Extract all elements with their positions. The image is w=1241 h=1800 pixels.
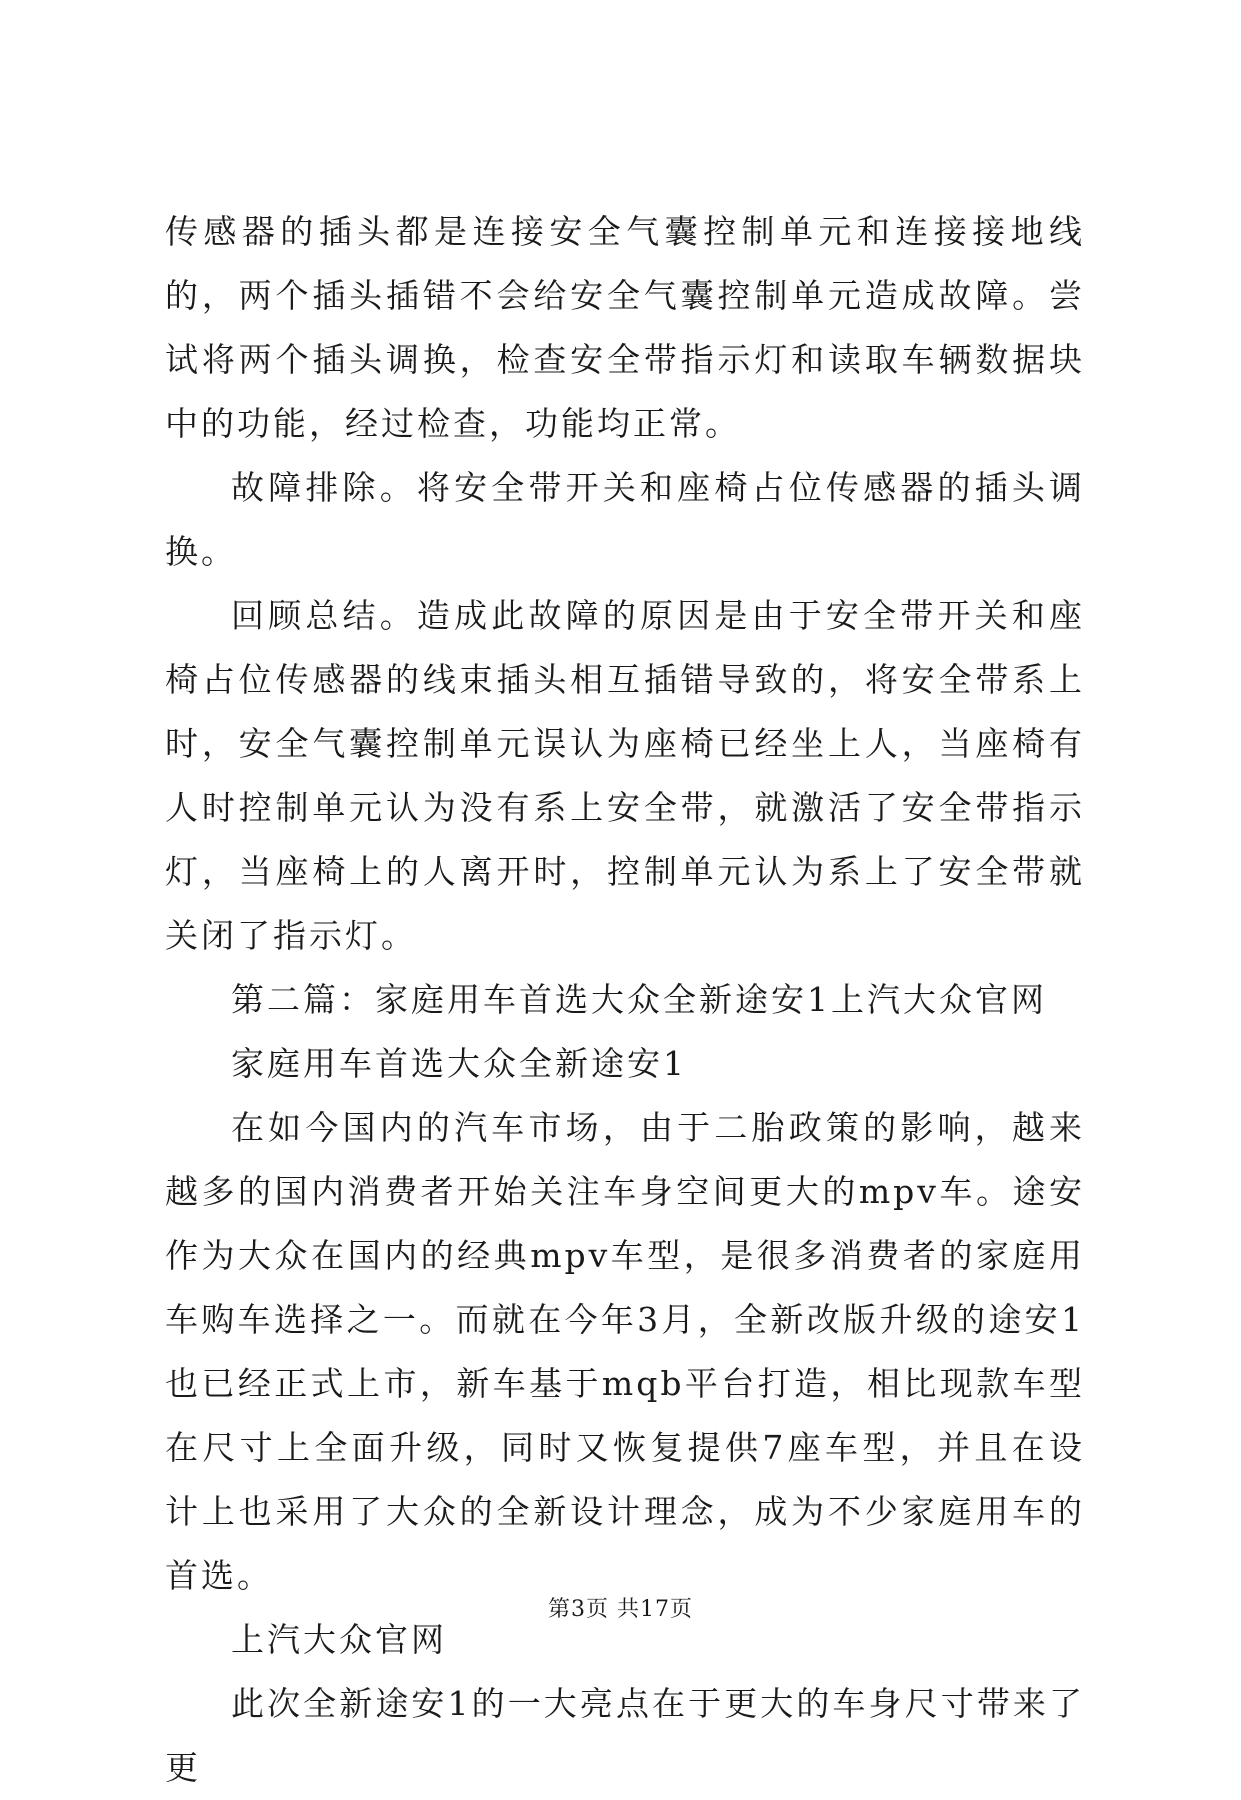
source-label: 上汽大众官网: [231, 1620, 447, 1659]
section-heading: 第二篇：家庭用车首选大众全新途安1上汽大众官网: [231, 980, 1047, 1019]
article-title: 家庭用车首选大众全新途安1: [231, 1044, 687, 1083]
paragraph-continuation: 传感器的插头都是连接安全气囊控制单元和连接接地线的，两个插头插错不会给安全气囊控制单元造成故障。尝试将两个插头调换，检查安全带指示灯和读取车辆数据块中的功能，经过检查，功能均正常。: [165, 212, 1085, 443]
paragraph-review-summary: 回顾总结。造成此故障的原因是由于安全带开关和座椅占位传感器的线束插头相互插错导致的，将安全带系上时，安全气囊控制单元误认为座椅已经坐上人，当座椅有人时控制单元认为没有系上安全带，就激活了安全带指示灯，当座椅上的人离开时，控制单元认为系上了安全带就关闭了指示灯。: [165, 596, 1085, 955]
paragraph-highlight: 此次全新途安1的一大亮点在于更大的车身尺寸带来了更: [165, 1684, 1085, 1787]
paragraph-fault-removal: 故障排除。将安全带开关和座椅占位传感器的插头调换。: [165, 468, 1085, 571]
document-body: [165, 200, 1085, 1800]
page-number-footer: 第3页 共17页: [548, 1597, 693, 1622]
paragraph-intro: 在如今国内的汽车市场，由于二胎政策的影响，越来越多的国内消费者开始关注车身空间更大的mpv车。途安作为大众在国内的经典mpv车型，是很多消费者的家庭用车购车选择之一。而就在今年3月，全新改版升级的途安1也已经正式上市，新车基于mqb平台打造，相比现款车型在尺寸上全面升级，同时又恢复提供7座车型，并且在设计上也采用了大众的全新设计理念，成为不少家庭用车的首选。: [165, 1108, 1085, 1595]
